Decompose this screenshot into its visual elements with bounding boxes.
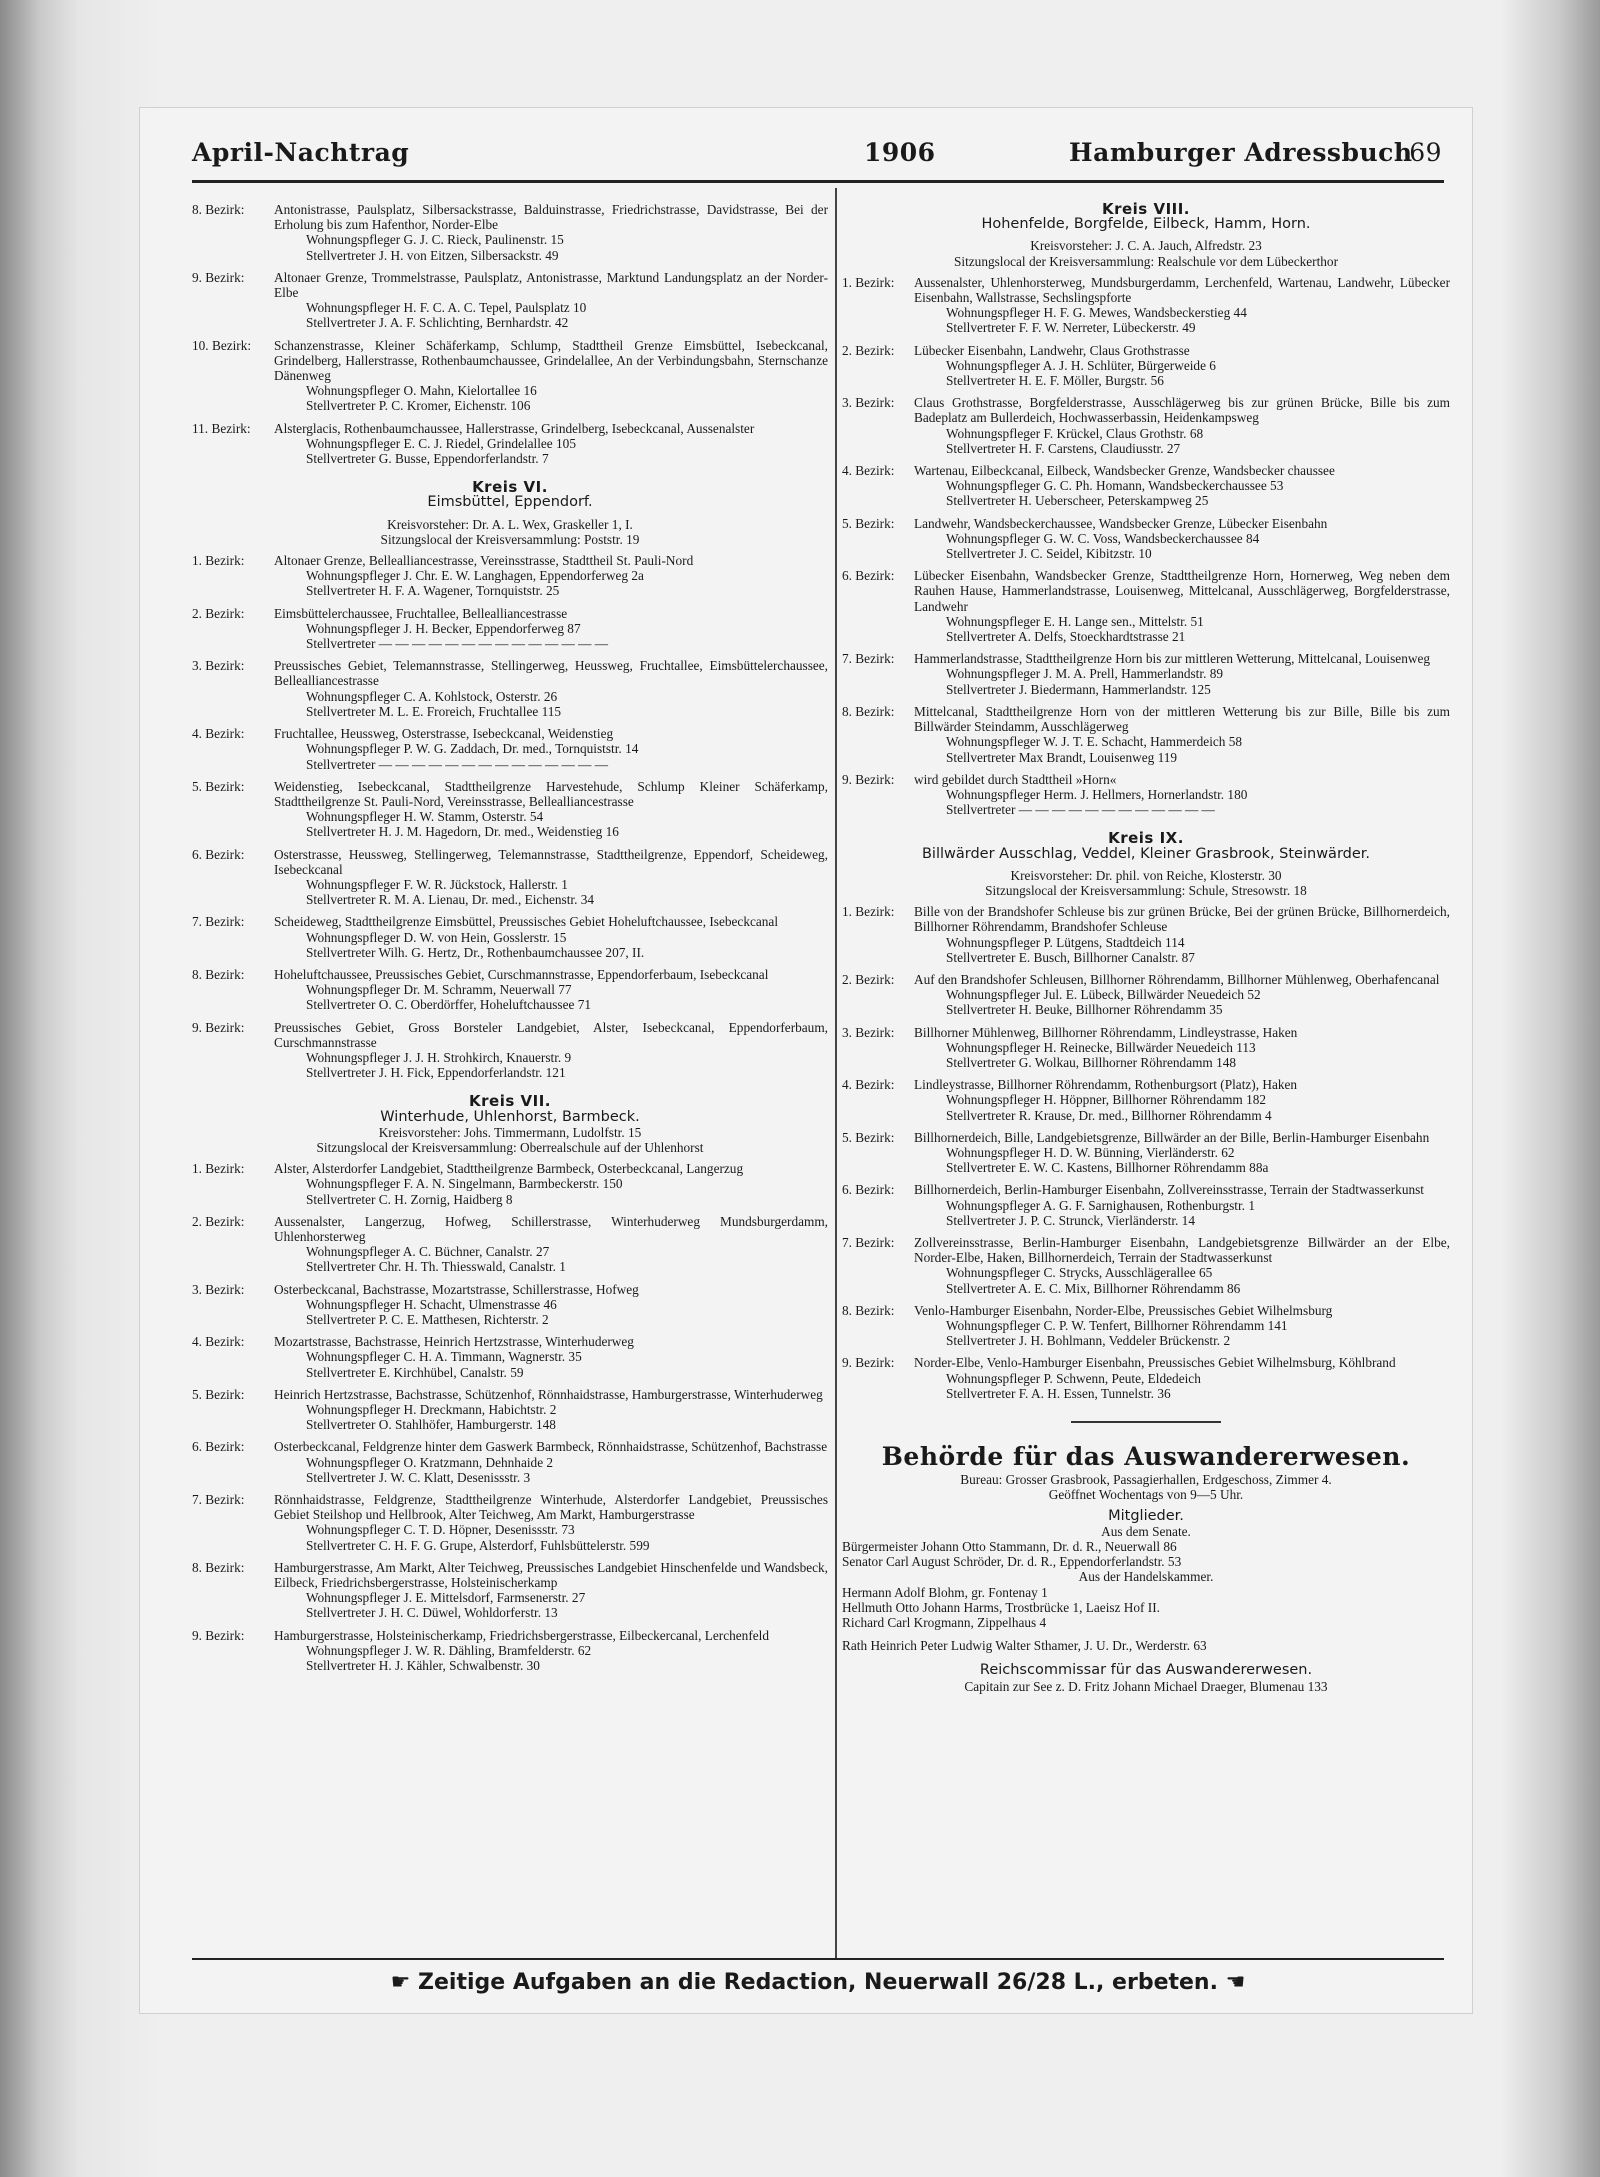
- wohnungspfleger: Wohnungspfleger H. F. G. Mewes, Wandsbeckerstieg 44: [946, 305, 1247, 321]
- bezirk-details: [914, 516, 1450, 562]
- bezirk-details: [274, 847, 828, 908]
- bezirk-number: 8. Bezirk:: [842, 703, 895, 719]
- bezirk-streets: Hoheluftchaussee, Preussisches Gebiet, Curschmannstrasse, Eppendorferbaum, Isebeckcanal: [274, 966, 769, 982]
- bezirk-streets: Hamburgerstrasse, Am Markt, Alter Teichweg, Preussisches Landgebiet Hinschenfelde und Wandsbeck, Eilbeck, Friedrichsbergerstrasse, Holsteinischerkamp: [274, 1559, 828, 1591]
- bezirk-entry: [192, 1560, 828, 1621]
- bezirk-number: 11. Bezirk:: [192, 420, 251, 436]
- kreis-title: Kreis VI.: [472, 478, 548, 497]
- bezirk-streets: Billhorner Mühlenweg, Billhorner Röhrendamm, Lindleystrasse, Haken: [914, 1024, 1298, 1040]
- bezirk-details: [274, 606, 828, 652]
- handelskammer-member: Hellmuth Otto Johann Harms, Trostbrücke 1, Laeisz Hof II.: [842, 1599, 1160, 1615]
- bezirk-streets: Norder-Elbe, Venlo-Hamburger Eisenbahn, Preussisches Gebiet Wilhelmsburg, Köhlbrand: [914, 1355, 1396, 1371]
- bezirk-entry: [842, 651, 1450, 697]
- kreis-ix-heading: [842, 831, 1450, 861]
- wohnungspfleger: Wohnungspfleger F. W. R. Jückstock, Hallerstr. 1: [306, 876, 568, 892]
- bezirk-number: 1. Bezirk:: [192, 553, 245, 569]
- wohnungspfleger: Wohnungspfleger H. Reinecke, Billwärder Neuedeich 113: [946, 1039, 1256, 1055]
- bezirk-streets: Hammerlandstrasse, Stadttheilgrenze Horn bis zur mittleren Wetterung, Mittelcanal, Louisenweg: [914, 651, 1431, 667]
- bezirk-entry: [192, 1492, 828, 1553]
- bezirk-streets: Billhornerdeich, Bille, Landgebietsgrenze, Billwärder an der Bille, Berlin-Hamburger Eisenbahn: [914, 1129, 1430, 1145]
- bezirk-number: 6. Bezirk:: [192, 846, 245, 862]
- bezirk-details: [274, 726, 828, 772]
- kreis-vorsteher: Kreisvorsteher: J. C. A. Jauch, Alfredstr. 23: [1030, 238, 1262, 254]
- kreis-title: Kreis VIII.: [1101, 200, 1191, 218]
- bezirk-entry: [842, 516, 1450, 562]
- bezirk-streets: Landwehr, Wandsbeckerchaussee, Wandsbecker Grenze, Lübecker Eisenbahn: [914, 515, 1328, 531]
- header-book-title: Hamburger Adressbuch: [1069, 138, 1413, 167]
- wohnungspfleger: Wohnungspfleger J. Chr. E. W. Langhagen, Eppendorferweg 2a: [306, 568, 644, 584]
- bezirk-number: 7. Bezirk:: [842, 651, 895, 667]
- bezirk-streets: Mozartstrasse, Bachstrasse, Heinrich Hertzstrasse, Winterhuderweg: [274, 1334, 634, 1350]
- handelskammer-member: Hermann Adolf Blohm, gr. Fontenay 1: [842, 1584, 1048, 1600]
- bezirk-number: 5. Bezirk:: [842, 515, 895, 531]
- bezirk-details: [274, 1492, 828, 1553]
- bezirk-number: 7. Bezirk:: [842, 1234, 895, 1250]
- wohnungspfleger: Wohnungspfleger G. C. Ph. Homann, Wandsbeckerchaussee 53: [946, 478, 1284, 494]
- bezirk-details: [274, 270, 828, 331]
- stellvertreter: Stellvertreter A. Delfs, Stoeckhardtstrasse 21: [946, 629, 1186, 645]
- bezirk-entry: [192, 553, 828, 599]
- senat-member: Bürgermeister Johann Otto Stammann, Dr. d. R., Neuerwall 86: [842, 1539, 1177, 1555]
- kreis-vorsteher: Kreisvorsteher: Johs. Timmermann, Ludolfstr. 15: [378, 1124, 642, 1140]
- rath-member: Rath Heinrich Peter Ludwig Walter Sthamer, J. U. Dr., Werderstr. 63: [842, 1638, 1207, 1654]
- kreis-title: Kreis VII.: [469, 1092, 551, 1111]
- header-year: 1906: [864, 138, 936, 167]
- stellvertreter: Stellvertreter H. F. Carstens, Claudiusstr. 27: [946, 440, 1181, 456]
- bezirk-streets: Schanzenstrasse, Kleiner Schäferkamp, Schlump, Stadttheil Grenze Eimsbüttel, Isebeckcanal, Grindelberg, Hallerstrasse, Rothenbaumchaussee, Grindelallee, An der Verbindungsbahn, Sternschanze Dänenweg: [274, 337, 828, 384]
- kreis-areas: Billwärder Ausschlag, Veddel, Kleiner Grasbrook, Steinwärder.: [921, 845, 1371, 862]
- wohnungspfleger: Wohnungspfleger C. H. A. Timmann, Wagnerstr. 35: [306, 1349, 582, 1365]
- bezirk-details: [274, 1628, 828, 1674]
- bezirk-streets: Lübecker Eisenbahn, Landwehr, Claus Grothstrasse: [914, 342, 1190, 358]
- kreis-ix-entries: [842, 904, 1450, 1401]
- wohnungspfleger: Wohnungspfleger J. M. A. Prell, Hammerlandstr. 89: [946, 666, 1224, 682]
- bezirk-number: 6. Bezirk:: [842, 568, 895, 584]
- kreis-areas: Winterhude, Uhlenhorst, Barmbeck.: [380, 1108, 640, 1125]
- wohnungspfleger: Wohnungspfleger H. Höppner, Billhorner Röhrendamm 182: [946, 1092, 1267, 1108]
- bezirk-entry: [842, 704, 1450, 765]
- section-separator: [1071, 1421, 1221, 1423]
- bezirk-number: 5. Bezirk:: [192, 778, 245, 794]
- bezirk-entry: [192, 421, 828, 467]
- reichscommissar-heading: Reichscommissar für das Auswandererwesen.: [979, 1662, 1313, 1679]
- bezirk-streets: Claus Grothstrasse, Borgfelderstrasse, Ausschlägerweg bis zur grünen Brücke, Bille bis zum Badeplatz am Bullerdeich, Hochwasserbassin, Heidenkampsweg: [914, 395, 1450, 426]
- bezirk-streets: Lübecker Eisenbahn, Wandsbecker Grenze, Stadttheilgrenze Horn, Hornerweg, Weg neben dem Rauhen Hause, Hammerlandstrasse, Louisenweg, Mittelcanal, Ausschlägerweg, Borgfelderstrasse, Landwehr: [914, 568, 1450, 614]
- pointing-hand-right-icon: ☚: [1225, 1970, 1246, 1995]
- stellvertreter: Stellvertreter F. F. W. Nerreter, Lübeckerstr. 49: [946, 320, 1196, 336]
- bezirk-number: 9. Bezirk:: [842, 771, 895, 787]
- bezirk-entry: [842, 1130, 1450, 1176]
- bezirk-streets: Altonaer Grenze, Bellealliancestrasse, Vereinsstrasse, Stadttheil St. Pauli-Nord: [274, 553, 694, 569]
- bezirk-details: [914, 343, 1450, 389]
- address-book-page: [140, 108, 1472, 2013]
- senat-member: Senator Carl August Schröder, Dr. d. R., Eppendorferlandstr. 53: [842, 1554, 1182, 1570]
- bezirk-entry: [192, 202, 828, 263]
- behoerde-title: Behörde für das Auswandererwesen.: [881, 1442, 1411, 1472]
- bezirk-streets: Eimsbüttelerchaussee, Fruchtallee, Bellealliancestrasse: [274, 605, 568, 621]
- bezirk-details: [914, 568, 1450, 644]
- stellvertreter: Stellvertreter J. H. C. Düwel, Wohldorferstr. 13: [306, 1605, 558, 1621]
- stellvertreter: Stellvertreter R. Krause, Dr. med., Billhorner Röhrendamm 4: [946, 1107, 1272, 1123]
- wohnungspfleger: Wohnungspfleger J. J. H. Strohkirch, Knauerstr. 9: [306, 1049, 572, 1065]
- bezirk-number: 3. Bezirk:: [842, 1024, 895, 1040]
- bezirk-streets: Fruchtallee, Heussweg, Osterstrasse, Isebeckcanal, Weidenstieg: [274, 726, 614, 742]
- header-rule: [192, 180, 1444, 183]
- bezirk-number: 8. Bezirk:: [192, 966, 245, 982]
- kreis-areas: Hohenfelde, Borgfelde, Eilbeck, Hamm, Horn.: [981, 216, 1311, 233]
- bezirk-entry: [192, 1334, 828, 1380]
- bezirk-number: 10. Bezirk:: [192, 337, 252, 353]
- bezirk-streets: Zollvereinsstrasse, Berlin-Hamburger Eisenbahn, Landgebietsgrenze Billwärder an der Elbe, Norder-Elbe, Haken, Billhornerdeich, Terrain der Stadtwasserkunst: [914, 1234, 1450, 1266]
- stellvertreter: Stellvertreter M. L. E. Froreich, Fruchtallee 115: [306, 703, 562, 719]
- stellvertreter: Stellvertreter H. Ueberscheer, Peterskampweg 25: [946, 493, 1209, 509]
- wohnungspfleger: Wohnungspfleger P. W. G. Zaddach, Dr. med., Tornquiststr. 14: [306, 741, 639, 757]
- pointing-hand-left-icon: ☛: [390, 1970, 411, 1995]
- bezirk-details: [914, 395, 1450, 456]
- handelskammer-member: Richard Carl Krogmann, Zippelhaus 4: [842, 1615, 1047, 1631]
- bezirk-entry: [842, 395, 1450, 456]
- bezirk-number: 2. Bezirk:: [192, 1213, 245, 1229]
- kreis-vii-heading: [192, 1094, 828, 1124]
- wohnungspfleger: Wohnungspfleger J. E. Mittelsdorf, Farmsenerstr. 27: [306, 1590, 586, 1606]
- left-column: [192, 202, 828, 1680]
- wohnungspfleger: Wohnungspfleger E. H. Lange sen., Mittelstr. 51: [946, 613, 1204, 629]
- kreis-sitzungslocal: Sitzungslocal der Kreisversammlung: Poststr. 19: [380, 531, 640, 547]
- bezirk-entry: [192, 914, 828, 960]
- wohnungspfleger: Wohnungspfleger C. Strycks, Ausschlägerallee 65: [946, 1265, 1213, 1281]
- bezirk-number: 3. Bezirk:: [192, 658, 245, 674]
- bezirk-streets: Altonaer Grenze, Trommelstrasse, Paulsplatz, Antonistrasse, Marktund Landungsplatz an der Norder-Elbe: [274, 269, 828, 301]
- bezirk-number: 4. Bezirk:: [842, 1077, 895, 1093]
- bezirk-streets: Hamburgerstrasse, Holsteinischerkamp, Friedrichsbergerstrasse, Eilbeckercanal, Lerchenfeld: [274, 1627, 769, 1643]
- wohnungspfleger: Wohnungspfleger H. W. Stamm, Osterstr. 54: [306, 809, 544, 825]
- stellvertreter: Stellvertreter — — — — — — — — — — — — — —: [306, 756, 609, 772]
- bezirk-streets: Antonistrasse, Paulsplatz, Silbersackstrasse, Balduinstrasse, Friedrichstrasse, Davidstrasse, Bei der Erholung bis zum Hafenthor, Norder-Elbe: [274, 202, 828, 233]
- wohnungspfleger: Wohnungspfleger O. Kratzmann, Dehnhaide 2: [306, 1454, 554, 1470]
- bezirk-streets: Weidenstieg, Isebeckcanal, Stadttheilgrenze Harvestehude, Schlump Kleiner Schäferkamp, Stadttheilgrenze St. Pauli-Nord, Vereinsstrasse, Bellealliancestrasse: [274, 778, 828, 809]
- stellvertreter: Stellvertreter J. W. C. Klatt, Desenissstr. 3: [306, 1469, 531, 1485]
- stellvertreter: Stellvertreter J. A. F. Schlichting, Bernhardstr. 42: [306, 315, 569, 331]
- bezirk-entry: [842, 463, 1450, 509]
- bezirk-entry: [192, 1282, 828, 1328]
- bezirk-details: [274, 658, 828, 719]
- bezirk-number: 4. Bezirk:: [842, 463, 895, 479]
- bezirk-entry: [842, 1235, 1450, 1296]
- bezirk-number: 9. Bezirk:: [192, 1627, 245, 1643]
- bezirk-number: 3. Bezirk:: [192, 1281, 245, 1297]
- bezirk-number: 8. Bezirk:: [192, 1559, 245, 1575]
- bezirk-entry: [842, 904, 1450, 965]
- stellvertreter: Stellvertreter J. Biedermann, Hammerlandstr. 125: [946, 681, 1211, 697]
- stellvertreter: Stellvertreter E. Busch, Billhorner Canalstr. 87: [946, 949, 1195, 965]
- bezirk-details: [274, 1214, 828, 1275]
- bezirk-number: 5. Bezirk:: [192, 1386, 245, 1402]
- bezirk-entry: [842, 772, 1450, 818]
- wohnungspfleger: Wohnungspfleger C. T. D. Höpner, Desenissstr. 73: [306, 1522, 575, 1538]
- bezirk-streets: Venlo-Hamburger Eisenbahn, Norder-Elbe, Preussisches Gebiet Wilhelmsburg: [914, 1302, 1333, 1318]
- bezirk-details: [274, 421, 828, 467]
- bezirk-number: 8. Bezirk:: [192, 202, 245, 217]
- kreis-sitzungslocal: Sitzungslocal der Kreisversammlung: Schule, Stresowstr. 18: [985, 882, 1307, 898]
- behoerde-hours: Geöffnet Wochentags von 9—5 Uhr.: [1048, 1487, 1244, 1503]
- bezirk-entry: [192, 779, 828, 840]
- stellvertreter: Stellvertreter H. J. Kähler, Schwalbenstr. 30: [306, 1658, 540, 1674]
- bezirk-details: [914, 1025, 1450, 1071]
- bezirk-details: [274, 553, 828, 599]
- bezirk-streets: Alster, Alsterdorfer Landgebiet, Stadttheilgrenze Barmbeck, Osterbeckcanal, Langerzug: [274, 1161, 744, 1177]
- bezirk-number: 9. Bezirk:: [192, 1019, 245, 1035]
- bezirk-entry: [192, 847, 828, 908]
- bezirk-entry: [192, 1387, 828, 1433]
- bezirk-streets: Aussenalster, Langerzug, Hofweg, Schillerstrasse, Winterhuderweg Mundsburgerdamm, Uhlenhorsterweg: [274, 1213, 828, 1244]
- bezirk-streets: Billhornerdeich, Berlin-Hamburger Eisenbahn, Zollvereinsstrasse, Terrain der Stadtwasserkunst: [914, 1182, 1425, 1198]
- bezirk-number: 2. Bezirk:: [192, 605, 245, 621]
- bezirk-streets: Osterstrasse, Heussweg, Stellingerweg, Telemannstrasse, Stadttheilgrenze, Eppendorf, Scheideweg, Isebeckcanal: [274, 846, 828, 877]
- wohnungspfleger: Wohnungspfleger C. A. Kohlstock, Osterstr. 26: [306, 688, 558, 704]
- bezirk-details: [914, 1130, 1450, 1176]
- stellvertreter: Stellvertreter Chr. H. Th. Thiesswald, Canalstr. 1: [306, 1259, 566, 1275]
- stellvertreter: Stellvertreter Wilh. G. Hertz, Dr., Rothenbaumchaussee 207, II.: [306, 944, 645, 960]
- wohnungspfleger: Wohnungspfleger W. J. T. E. Schacht, Hammerdeich 58: [946, 734, 1243, 750]
- bezirk-streets: Bille von der Brandshofer Schleuse bis zur grünen Brücke, Bei der grünen Brücke, Billhornerdeich, Billhorner Röhrendamm, Brandshofer Schleuse: [914, 904, 1450, 935]
- stellvertreter: Stellvertreter C. H. Zornig, Haidberg 8: [306, 1191, 513, 1207]
- bezirk-entry: [192, 1214, 828, 1275]
- stellvertreter: Stellvertreter E. W. C. Kastens, Billhorner Röhrendamm 88a: [946, 1160, 1269, 1176]
- bezirk-streets: Auf den Brandshofer Schleusen, Billhorner Röhrendamm, Billhorner Mühlenweg, Oberhafencanal: [914, 971, 1440, 987]
- stellvertreter: Stellvertreter H. F. A. Wagener, Tornquiststr. 25: [306, 583, 560, 599]
- bezirk-details: [914, 1355, 1450, 1401]
- bezirk-entry: [192, 658, 828, 719]
- page-header: [192, 138, 1442, 178]
- bezirk-details: [274, 1282, 828, 1328]
- bezirk-details: [914, 704, 1450, 765]
- bezirk-entry: [842, 1303, 1450, 1349]
- bezirk-streets: Osterbeckcanal, Bachstrasse, Mozartstrasse, Schillerstrasse, Hofweg: [274, 1281, 639, 1297]
- header-page-number: 69: [1409, 138, 1442, 167]
- handelskammer-members: [842, 1585, 1450, 1631]
- footer-rule: [192, 1958, 1444, 1960]
- bezirk-number: 4. Bezirk:: [192, 726, 245, 742]
- bezirk-details: [274, 1161, 828, 1207]
- bezirk-details: [914, 1303, 1450, 1349]
- bezirk-details: [914, 904, 1450, 965]
- bezirk-details: [274, 1387, 828, 1433]
- bezirk-streets: Osterbeckcanal, Feldgrenze hinter dem Gaswerk Barmbeck, Rönnhaidstrasse, Schützenhof, Bachstrasse: [274, 1439, 828, 1455]
- bezirk-details: [274, 1020, 828, 1081]
- kreis-areas: Eimsbüttel, Eppendorf.: [427, 494, 593, 511]
- bezirk-entry: [842, 972, 1450, 1018]
- wohnungspfleger: Wohnungspfleger H. D. W. Bünning, Vierländerstr. 62: [946, 1144, 1235, 1160]
- bezirk-entry: [192, 1628, 828, 1674]
- page-footer: [192, 1970, 1444, 1995]
- stellvertreter: Stellvertreter H. Beuke, Billhorner Röhrendamm 35: [946, 1002, 1223, 1018]
- stellvertreter: Stellvertreter F. A. H. Essen, Tunnelstr. 36: [946, 1385, 1171, 1401]
- bezirk-entry: [842, 1355, 1450, 1401]
- footer-notice: Zeitige Aufgaben an die Redaction, Neuerwall 26/28 L., erbeten.: [418, 1970, 1218, 1995]
- bezirk-entry: [192, 967, 828, 1013]
- wohnungspfleger: Wohnungspfleger E. C. J. Riedel, Grindelallee 105: [306, 435, 576, 451]
- bezirk-details: [274, 1439, 828, 1485]
- bezirk-details: [914, 772, 1450, 818]
- mitglieder-heading: Mitglieder.: [1108, 1507, 1184, 1524]
- bezirk-streets: Scheideweg, Stadttheilgrenze Eimsbüttel, Preussisches Gebiet Hoheluftchaussee, Isebeckcanal: [274, 914, 779, 930]
- wohnungspfleger: Wohnungspfleger C. P. W. Tenfert, Billhorner Röhrendamm 141: [946, 1318, 1288, 1333]
- kreis-viii-entries: [842, 275, 1450, 818]
- bezirk-details: [274, 967, 828, 1013]
- bezirk-entry: [192, 338, 828, 414]
- wohnungspfleger: Wohnungspfleger G. J. C. Rieck, Paulinenstr. 15: [306, 232, 564, 248]
- bezirk-streets: Rönnhaidstrasse, Feldgrenze, Stadttheilgrenze Winterhude, Alsterdorfer Landgebiet, Preussisches Gebiet Steilshop und Hellbrook, Alter Teichweg, Am Markt, Hamburgerstrasse: [274, 1492, 828, 1523]
- kreis-sitzungslocal: Sitzungslocal der Kreisversammlung: Oberrealschule auf der Uhlenhorst: [316, 1139, 704, 1155]
- bezirk-number: 2. Bezirk:: [842, 971, 895, 987]
- stellvertreter: Stellvertreter G. Busse, Eppendorferlandstr. 7: [306, 451, 549, 467]
- bezirk-number: 6. Bezirk:: [192, 1439, 245, 1455]
- stellvertreter: Stellvertreter — — — — — — — — — — — —: [946, 802, 1215, 818]
- bezirk-number: 6. Bezirk:: [842, 1182, 895, 1198]
- bezirk-entry: [192, 1161, 828, 1207]
- bezirk-entry: [192, 270, 828, 331]
- stellvertreter: Stellvertreter P. C. Kromer, Eichenstr. 106: [306, 398, 531, 414]
- wohnungspfleger: Wohnungspfleger P. Schwenn, Peute, Eldedeich: [946, 1370, 1201, 1386]
- bezirk-details: [274, 779, 828, 840]
- stellvertreter: Stellvertreter P. C. E. Matthesen, Richterstr. 2: [306, 1312, 549, 1327]
- stellvertreter: Stellvertreter J. H. Fick, Eppendorferlandstr. 121: [306, 1065, 566, 1081]
- wohnungspfleger: Wohnungspfleger A. J. H. Schlüter, Bürgerweide 6: [946, 357, 1216, 373]
- bezirk-number: 1. Bezirk:: [192, 1161, 245, 1177]
- kreis-vorsteher: Kreisvorsteher: Dr. phil. von Reiche, Klosterstr. 30: [1010, 867, 1282, 883]
- kreis-v-continued-entries: [192, 202, 828, 466]
- behoerde-bureau: Bureau: Grosser Grasbrook, Passagierhallen, Erdgeschoss, Zimmer 4.: [960, 1472, 1332, 1488]
- bezirk-streets: Preussisches Gebiet, Telemannstrasse, Stellingerweg, Heussweg, Fruchtallee, Eimsbüttelerchaussee, Bellealliancestrasse: [274, 658, 828, 689]
- kreis-viii-heading: [842, 202, 1450, 232]
- kreis-vi-heading: [192, 480, 828, 510]
- kreis-vorsteher: Kreisvorsteher: Dr. A. L. Wex, Graskeller 1, I.: [387, 516, 633, 532]
- wohnungspfleger: Wohnungspfleger P. Lütgens, Stadtdeich 114: [946, 934, 1185, 950]
- bezirk-entry: [842, 1182, 1450, 1228]
- bezirk-entry: [842, 275, 1450, 336]
- bezirk-details: [914, 972, 1450, 1018]
- stellvertreter: Stellvertreter J. H. Bohlmann, Veddeler Brückenstr. 2: [946, 1333, 1231, 1349]
- stellvertreter: Stellvertreter R. M. A. Lienau, Dr. med., Eichenstr. 34: [306, 892, 595, 908]
- bezirk-number: 7. Bezirk:: [192, 1492, 245, 1508]
- wohnungspfleger: Wohnungspfleger H. Schacht, Ulmenstrasse 46: [306, 1296, 557, 1312]
- kreis-sitzungslocal: Sitzungslocal der Kreisversammlung: Realschule vor dem Lübeckerthor: [953, 253, 1339, 269]
- stellvertreter: Stellvertreter J. C. Seidel, Kibitzstr. 10: [946, 546, 1152, 562]
- kreis-vi-entries: [192, 553, 828, 1080]
- senat-heading: Aus dem Senate.: [1101, 1523, 1191, 1539]
- bezirk-streets: Wartenau, Eilbeckcanal, Eilbeck, Wandsbecker Grenze, Wandsbecker chaussee: [914, 463, 1335, 479]
- bezirk-details: [274, 1334, 828, 1380]
- wohnungspfleger: Wohnungspfleger G. W. C. Voss, Wandsbeckerchaussee 84: [946, 530, 1260, 546]
- bezirk-number: 9. Bezirk:: [842, 1355, 895, 1371]
- bezirk-number: 3. Bezirk:: [842, 395, 895, 411]
- bezirk-streets: Lindleystrasse, Billhorner Röhrendamm, Rothenburgsort (Platz), Haken: [914, 1077, 1298, 1093]
- wohnungspfleger: Wohnungspfleger H. F. C. A. C. Tepel, Paulsplatz 10: [306, 300, 587, 316]
- bezirk-number: 4. Bezirk:: [192, 1334, 245, 1350]
- wohnungspfleger: Wohnungspfleger O. Mahn, Kielortallee 16: [306, 383, 537, 399]
- bezirk-streets: Mittelcanal, Stadttheilgrenze Horn von der mittleren Wetterung bis zur Bille, Bille bis zum Billwärder Steindamm, Ausschlägerweg: [914, 703, 1450, 735]
- stellvertreter: Stellvertreter J. H. von Eitzen, Silbersackstr. 49: [306, 247, 559, 263]
- senat-members: [842, 1539, 1450, 1569]
- bezirk-number: 2. Bezirk:: [842, 342, 895, 358]
- wohnungspfleger: Wohnungspfleger F. A. N. Singelmann, Barmbeckerstr. 150: [306, 1176, 623, 1192]
- bezirk-details: [914, 463, 1450, 509]
- bezirk-number: 1. Bezirk:: [842, 904, 895, 920]
- bezirk-entry: [192, 606, 828, 652]
- bezirk-entry: [192, 726, 828, 772]
- bezirk-details: [914, 275, 1450, 336]
- wohnungspfleger: Wohnungspfleger Jul. E. Lübeck, Billwärder Neuedeich 52: [946, 987, 1261, 1003]
- wohnungspfleger: Wohnungspfleger A. G. F. Sarnighausen, Rothenburgstr. 1: [946, 1197, 1255, 1213]
- bezirk-entry: [192, 1020, 828, 1081]
- bezirk-entry: [842, 1077, 1450, 1123]
- bezirk-number: 8. Bezirk:: [842, 1302, 895, 1318]
- wohnungspfleger: Wohnungspfleger J. H. Becker, Eppendorferweg 87: [306, 620, 581, 636]
- stellvertreter: Stellvertreter C. H. F. G. Grupe, Alsterdorf, Fuhlsbüttelerstr. 599: [306, 1537, 650, 1553]
- wohnungspfleger: Wohnungspfleger A. C. Büchner, Canalstr. 27: [306, 1244, 550, 1260]
- bezirk-streets: Heinrich Hertzstrasse, Bachstrasse, Schützenhof, Rönnhaidstrasse, Hamburgerstrasse, Winterhuderweg: [274, 1386, 823, 1402]
- bezirk-entry: [842, 1025, 1450, 1071]
- stellvertreter: Stellvertreter O. Stahlhöfer, Hamburgerstr. 148: [306, 1417, 556, 1433]
- bezirk-details: [914, 651, 1450, 697]
- stellvertreter: Stellvertreter H. E. F. Möller, Burgstr. 56: [946, 373, 1164, 389]
- bezirk-details: [274, 338, 828, 414]
- stellvertreter: Stellvertreter G. Wolkau, Billhorner Röhrendamm 148: [946, 1054, 1237, 1070]
- wohnungspfleger: Wohnungspfleger D. W. von Hein, Gosslerstr. 15: [306, 929, 567, 945]
- bezirk-streets: Preussisches Gebiet, Gross Borsteler Landgebiet, Alster, Isebeckcanal, Eppendorferbaum, Curschmannstrasse: [274, 1019, 828, 1050]
- stellvertreter: Stellvertreter J. P. C. Strunck, Vierländerstr. 14: [946, 1212, 1195, 1228]
- bezirk-number: 5. Bezirk:: [842, 1129, 895, 1145]
- bezirk-details: [274, 1560, 828, 1621]
- bezirk-number: 9. Bezirk:: [192, 269, 245, 285]
- wohnungspfleger: Wohnungspfleger F. Krückel, Claus Grothstr. 68: [946, 425, 1204, 441]
- bezirk-details: [274, 914, 828, 960]
- reichscommissar: Capitain zur See z. D. Fritz Johann Michael Draeger, Blumenau 133: [964, 1678, 1328, 1694]
- bezirk-streets: Alsterglacis, Rothenbaumchaussee, Hallerstrasse, Grindelberg, Isebeckcanal, Aussenalster: [274, 420, 755, 436]
- wohnungspfleger: Wohnungspfleger J. W. R. Dähling, Bramfelderstr. 62: [306, 1642, 592, 1658]
- bezirk-details: [274, 202, 828, 263]
- stellvertreter: Stellvertreter O. C. Oberdörffer, Hoheluftchaussee 71: [306, 997, 592, 1013]
- header-supplement-label: April-Nachtrag: [192, 138, 410, 167]
- bezirk-details: [914, 1077, 1450, 1123]
- wohnungspfleger: Wohnungspfleger Dr. M. Schramm, Neuerwall 77: [306, 982, 572, 998]
- right-column: [842, 202, 1450, 1694]
- stellvertreter: Stellvertreter — — — — — — — — — — — — — —: [306, 636, 609, 652]
- bezirk-details: [914, 1182, 1450, 1228]
- column-divider: [835, 188, 837, 1958]
- kreis-vii-entries: [192, 1161, 828, 1673]
- stellvertreter: Stellvertreter A. E. C. Mix, Billhorner Röhrendamm 86: [946, 1280, 1241, 1296]
- stellvertreter: Stellvertreter H. J. M. Hagedorn, Dr. med., Weidenstieg 16: [306, 824, 619, 840]
- wohnungspfleger: Wohnungspfleger H. Dreckmann, Habichtstr. 2: [306, 1402, 557, 1418]
- bezirk-entry: [192, 1439, 828, 1485]
- bezirk-entry: [842, 568, 1450, 644]
- bezirk-number: 7. Bezirk:: [192, 914, 245, 930]
- bezirk-details: [914, 1235, 1450, 1296]
- stellvertreter: Stellvertreter E. Kirchhübel, Canalstr. 59: [306, 1364, 524, 1380]
- stellvertreter: Stellvertreter Max Brandt, Louisenweg 119: [946, 749, 1178, 765]
- bezirk-number: 1. Bezirk:: [842, 274, 895, 290]
- handelskammer-heading: Aus der Handelskammer.: [1078, 1569, 1214, 1585]
- bezirk-entry: [842, 343, 1450, 389]
- bezirk-streets: Aussenalster, Uhlenhorsterweg, Mundsburgerdamm, Lerchenfeld, Wartenau, Landwehr, Lübecker Eisenbahn, Wallstrasse, Sechslingspforte: [914, 274, 1450, 306]
- wohnungspfleger: Wohnungspfleger Herm. J. Hellmers, Hornerlandstr. 180: [946, 786, 1248, 802]
- kreis-title: Kreis IX.: [1108, 829, 1184, 848]
- bezirk-streets: wird gebildet durch Stadttheil »Horn«: [914, 771, 1117, 787]
